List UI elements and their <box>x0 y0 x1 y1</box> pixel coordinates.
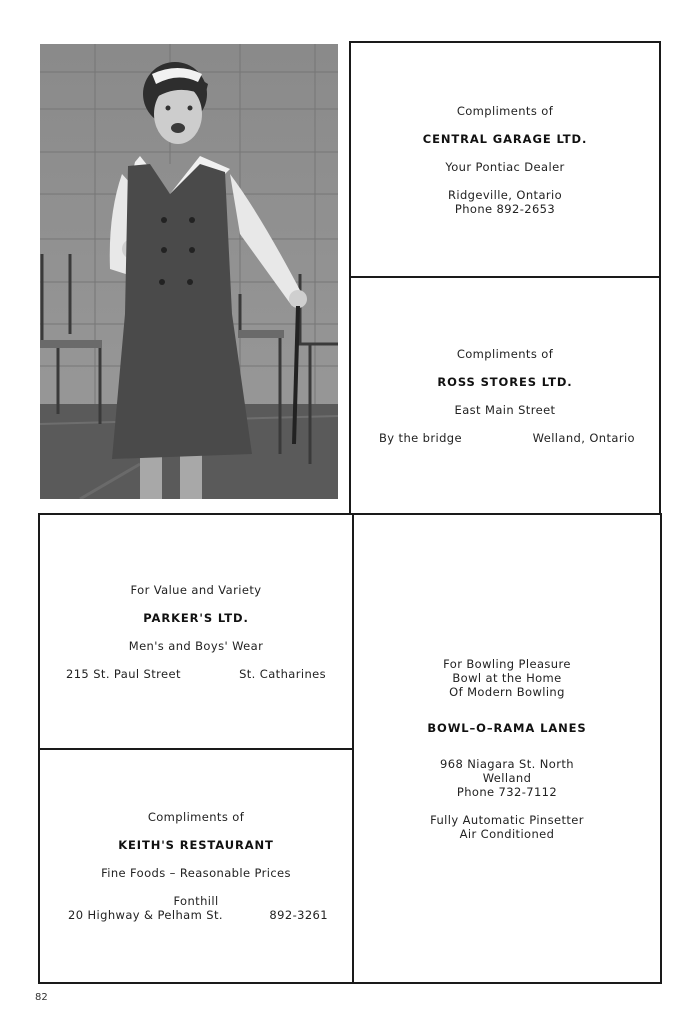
ad-address-row <box>40 667 352 681</box>
ad-address-left: By the bridge <box>379 430 462 445</box>
ad-phone: 892-3261 <box>269 908 328 922</box>
yearbook-photo <box>40 44 338 499</box>
ad-intro-line: Bowl at the Home <box>452 670 562 685</box>
ad-address-left: 20 Highway & Pelham St. <box>68 908 223 922</box>
ad-address-row <box>351 431 659 445</box>
ad-address-right: Welland, Ontario <box>532 430 635 445</box>
ad-intro-line: Of Modern Bowling <box>449 684 565 699</box>
ad-keiths-restaurant <box>38 748 354 984</box>
ad-address-line: 968 Niagara St. North <box>440 756 574 771</box>
ad-address-right: St. Catharines <box>239 666 326 681</box>
ad-phone: Phone 732-7112 <box>456 784 558 799</box>
ad-address-left: 215 St. Paul Street <box>66 666 181 681</box>
ad-tagline: Fine Foods – Reasonable Prices <box>101 866 291 880</box>
ad-address-line: Welland <box>482 770 532 785</box>
ad-town: Fonthill <box>173 894 219 908</box>
page-number: 82 <box>35 992 48 1003</box>
ad-intro-line: For Bowling Pleasure <box>443 656 571 671</box>
ad-ross-stores <box>349 276 661 515</box>
ad-tagline: Your Pontiac Dealer <box>445 159 565 174</box>
photo-illustration <box>40 44 338 499</box>
business-name: ROSS STORES LTD. <box>437 374 573 389</box>
ad-parkers <box>38 513 354 750</box>
ad-phone: Phone 892-2653 <box>454 201 556 216</box>
ad-address-row <box>40 908 352 922</box>
ad-intro: Compliments of <box>456 346 554 361</box>
business-name: BOWL–O–RAMA LANES <box>427 720 587 735</box>
ad-central-garage <box>349 41 661 278</box>
ad-tagline: Men's and Boys' Wear <box>128 638 264 653</box>
ad-bowl-o-rama <box>352 513 662 984</box>
ad-intro: For Value and Variety <box>130 582 262 597</box>
ad-intro: Compliments of <box>456 103 554 118</box>
ad-feature-line: Fully Automatic Pinsetter <box>430 812 584 827</box>
business-name: PARKER'S LTD. <box>143 610 249 625</box>
ad-street: East Main Street <box>454 402 556 417</box>
business-name: CENTRAL GARAGE LTD. <box>422 131 588 146</box>
ad-intro: Compliments of <box>147 810 245 824</box>
ad-location: Ridgeville, Ontario <box>447 187 563 202</box>
ad-feature-line: Air Conditioned <box>459 826 555 841</box>
business-name: KEITH'S RESTAURANT <box>118 838 274 852</box>
